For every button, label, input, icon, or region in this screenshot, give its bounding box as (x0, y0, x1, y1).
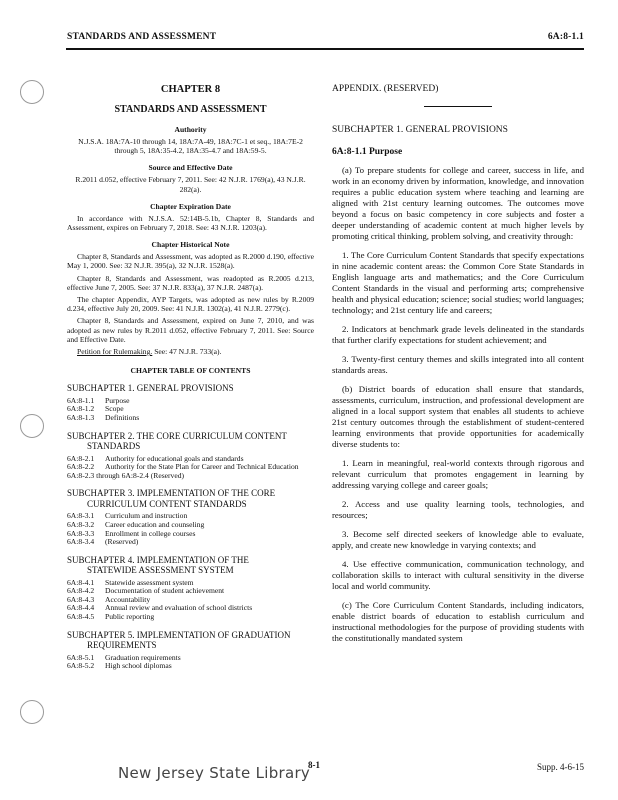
toc-item[interactable]: 6A:8-3.3 Enrollment in college courses (67, 528, 196, 538)
toc-item[interactable]: 6A:8-4.2 Documentation of student achievement (67, 586, 225, 596)
paragraph: (a) To prepare students for college and career, success in life, and work in an economy driven by information, knowledge, and innovation requires a public education system where teaching and learning are aligned with 21st century learning outcomes. The outcomes move beyond a focus on basic competency in core subjects and foster a deeper understanding of academic content at much higher levels by promoting critical thinking, problem solving, and creativity through: (332, 165, 584, 241)
history-note: Chapter 8, Standards and Assessment, was readopted as R.2005 d.213, effective June 7, 2005. See: 37 N.J.R. 833(a), 37 N.J.R. 2487(a). (67, 273, 314, 292)
supplement-date: Supp. 4-6-15 (537, 762, 584, 772)
expiration-heading: Chapter Expiration Date (150, 201, 231, 211)
paragraph: 1. Learn in meaningful, real-world contexts through rigorous and relevant curriculum that promotes engagement in learning by addressing varying college and career goals; (332, 458, 584, 490)
history-heading: Chapter Historical Note (151, 240, 230, 250)
paragraph: (b) District boards of education shall ensure that standards, assessments, curriculum, instruction, and professional development are aligned in a local support system that enables all students to achieve 21st century outcomes through the establishment of student-centered learning environments that provide opportunities for academically diverse students to: (332, 384, 584, 449)
paragraph: 3. Become self directed seekers of knowledge able to evaluate, apply, and create new knowledge in varying contexts; and (332, 529, 584, 550)
source-text: R.2011 d.052, effective February 7, 2011. See: 42 N.J.R. 1769(a), 43 N.J.R. 282(a). (75, 175, 306, 194)
appendix-reserved: APPENDIX. (RESERVED) (332, 84, 439, 94)
chapter-title: STANDARDS AND ASSESSMENT (114, 104, 267, 115)
toc-item[interactable]: 6A:8-4.4 Annual review and evaluation of school districts (67, 603, 253, 613)
toc-subchapter: SUBCHAPTER 4. IMPLEMENTATION OF THE STATEWIDE ASSESSMENT SYSTEM (67, 554, 249, 576)
toc-item[interactable]: 6A:8-1.2 Scope (67, 404, 124, 414)
petition-note (67, 347, 314, 356)
paragraph: 1. The Core Curriculum Content Standards that specify expectations in nine academic content areas: the Common Core State Standards in English language arts and mathematics; and the Core Curriculum Content Standards in the visual and performing arts; comprehensive health and physical education; science; social studies; world languages; technology; and 21st century life and careers; (332, 250, 584, 315)
paragraph: (c) The Core Curriculum Content Standards, including indicators, enable district boards of education to establish curriculum and instructional methodologies for the purpose of providing students with the constitutionally mandated system (332, 600, 584, 643)
toc-item[interactable]: 6A:8-3.2 Career education and counseling (67, 519, 205, 529)
paragraph: 4. Use effective communication, communication technology, and collaboration skills to interact with cultural sensitivity in the diverse local and world community. (332, 559, 584, 591)
toc-item[interactable]: 6A:8-4.1 Statewide assessment system (67, 577, 194, 587)
paragraph: 3. Twenty-first century themes and skills integrated into all content standards areas. (332, 354, 584, 375)
punch-hole-icon (20, 700, 44, 724)
subchapter-heading: SUBCHAPTER 1. GENERAL PROVISIONS (332, 125, 508, 135)
chapter-number: CHAPTER 8 (160, 84, 221, 95)
toc-subchapter: SUBCHAPTER 1. GENERAL PROVISIONS (67, 383, 234, 394)
header-rule (66, 48, 584, 50)
toc-subchapter: SUBCHAPTER 3. IMPLEMENTATION OF THE CORE CURRICULUM CONTENT STANDARDS (67, 488, 276, 509)
toc-item[interactable]: 6A:8-4.5 Public reporting (67, 612, 155, 622)
source-heading: Source and Effective Date (148, 163, 233, 173)
punch-hole-icon (20, 414, 44, 438)
toc-item[interactable]: 6A:8-1.1 Purpose (67, 395, 130, 405)
toc-item[interactable]: 6A:8-3.1 Curriculum and instruction (67, 511, 188, 521)
punch-hole-icon (20, 80, 44, 104)
page-number: 8-1 (308, 760, 320, 770)
table-of-contents (67, 383, 314, 671)
section-heading: 6A:8-1.1 Purpose (332, 147, 403, 157)
history-note: Chapter 8, Standards and Assessment, expired on June 7, 2010, and was adopted as new rules by R.2011 d.052, effective February 7, 2011. See: Source and Effective Date. (67, 316, 314, 344)
section-divider (424, 106, 492, 107)
expiration-text: In accordance with N.J.S.A. 52:14B-5.1b, Chapter 8, Standards and Assessment, expires on February 7, 2018. See: 43 N.J.R. 1203(a). (67, 213, 314, 233)
toc-item-range[interactable]: 6A:8-2.3 through 6A:8-2.4 (Reserved) (67, 470, 185, 480)
authority-text: N.J.S.A. 18A:7A-10 through 14, 18A:7A-49, 18A:7C-1 et seq., 18A:7E-2 through 5, 18A:35-4.2, 18A:35-4.7 and 18A:59-5. (78, 137, 303, 156)
toc-item[interactable]: 6A:8-4.3 Accountability (67, 594, 151, 604)
history-note: Chapter 8, Standards and Assessment, was adopted as R.2000 d.190, effective May 1, 2000. See: 32 N.J.R. 395(a), 32 N.J.R. 1528(a). (67, 252, 314, 271)
toc-item[interactable]: 6A:8-2.1 Authority for educational goals and standards (67, 453, 244, 463)
library-stamp: New Jersey State Library (118, 764, 311, 782)
paragraph: 2. Access and use quality learning tools, technologies, and resources; (332, 499, 584, 520)
toc-item[interactable]: 6A:8-3.4 (Reserved) (67, 537, 139, 547)
running-header-section: 6A:8-1.1 (547, 32, 584, 42)
toc-subchapter: SUBCHAPTER 5. IMPLEMENTATION OF GRADUATION REQUIREMENTS (67, 629, 291, 651)
history-notes (67, 252, 314, 344)
toc-item[interactable]: 6A:8-1.3 Definitions (67, 412, 140, 422)
left-column (67, 84, 314, 671)
toc-heading: CHAPTER TABLE OF CONTENTS (130, 366, 251, 376)
petition-reference: See: 47 N.J.R. 733(a). (152, 347, 222, 357)
running-header-title: STANDARDS AND ASSESSMENT (67, 32, 217, 42)
history-note: The chapter Appendix, AYP Targets, was adopted as new rules by R.2009 d.234, effective July 20, 2009. See: 41 N.J.R. 1302(a), 41 N.J.R. 2779(c). (67, 295, 314, 314)
toc-item[interactable]: 6A:8-5.2 High school diplomas (67, 661, 172, 671)
petition-label: Petition for Rulemaking. (77, 347, 153, 357)
right-column (332, 84, 584, 652)
authority-heading: Authority (174, 125, 207, 134)
toc-item[interactable]: 6A:8-5.1 Graduation requirements (67, 652, 181, 662)
paragraph: 2. Indicators at benchmark grade levels delineated in the standards that further clarify expectations for student achievement; and (332, 324, 584, 345)
toc-item[interactable]: 6A:8-2.2 Authority for the State Plan for Career and Technical Education (67, 462, 299, 472)
toc-subchapter: SUBCHAPTER 2. THE CORE CURRICULUM CONTENT STANDARDS (67, 430, 287, 452)
